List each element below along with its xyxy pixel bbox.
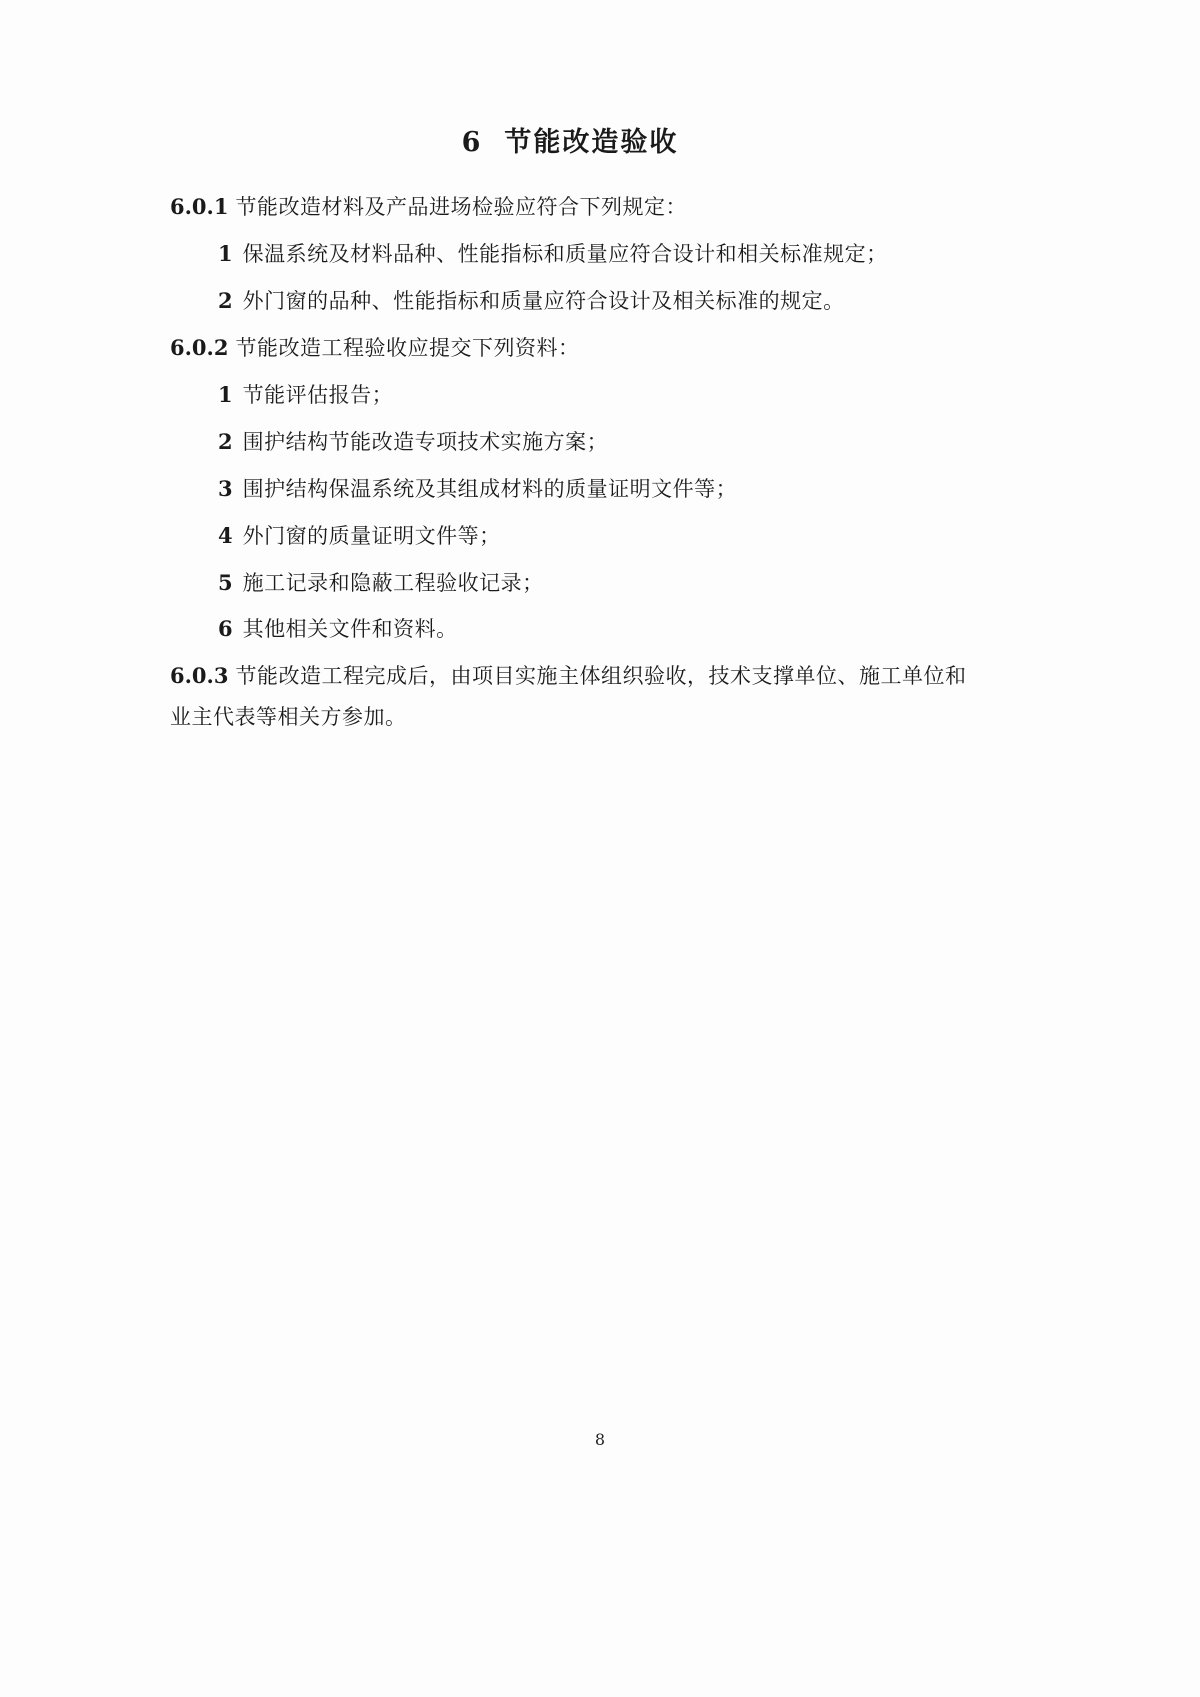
list-item [170, 516, 970, 557]
list-item-text: 施工记录和隐蔽工程验收记录； [242, 570, 544, 595]
list-item-number: 6 [218, 616, 233, 642]
list-item [170, 563, 970, 604]
list-item-text: 外门窗的质量证明文件等； [242, 523, 501, 548]
clause-text: 节能改造工程完成后，由项目实施主体组织验收，技术支撑单位、施工单位和业主代表等相关方参加。 [170, 664, 967, 730]
clause-text: 节能改造工程验收应提交下列资料： [235, 335, 580, 360]
list-item-text: 其他相关文件和资料。 [242, 617, 458, 642]
chapter-heading [170, 120, 970, 159]
clause-number: 6.0.3 [170, 663, 229, 689]
list-item-number: 5 [218, 569, 233, 595]
clause-603 [170, 656, 970, 738]
list-item [170, 375, 970, 416]
list-item-number: 4 [218, 522, 233, 548]
clause-text: 节能改造材料及产品进场检验应符合下列规定： [235, 195, 687, 219]
list-item [170, 609, 970, 650]
chapter-number: 6 [461, 127, 483, 158]
list-item-text: 围护结构节能改造专项技术实施方案； [242, 429, 609, 454]
list-item-number: 3 [218, 475, 233, 501]
list-item [170, 281, 970, 322]
clause-number: 6.0.2 [170, 334, 229, 360]
list-item [170, 469, 970, 510]
page-content [170, 120, 970, 744]
list-item [170, 234, 970, 275]
page-number: 8 [594, 1430, 606, 1449]
clause-number: 6.0.1 [170, 194, 229, 219]
list-item-number: 2 [218, 428, 233, 454]
list-item-text: 保温系统及材料品种、性能指标和质量应符合设计和相关标准规定； [242, 241, 888, 266]
list-item-number: 1 [218, 381, 233, 407]
list-item [170, 422, 970, 463]
clause-602 [170, 328, 970, 369]
list-item-number: 1 [218, 240, 233, 266]
list-item-number: 2 [218, 287, 233, 313]
clause-601 [170, 187, 970, 228]
list-item-text: 节能评估报告； [242, 382, 394, 407]
list-item-text: 外门窗的品种、性能指标和质量应符合设计及相关标准的规定。 [242, 288, 845, 313]
list-item-text: 围护结构保温系统及其组成材料的质量证明文件等； [242, 476, 738, 501]
chapter-title-text: 节能改造验收 [504, 127, 679, 158]
